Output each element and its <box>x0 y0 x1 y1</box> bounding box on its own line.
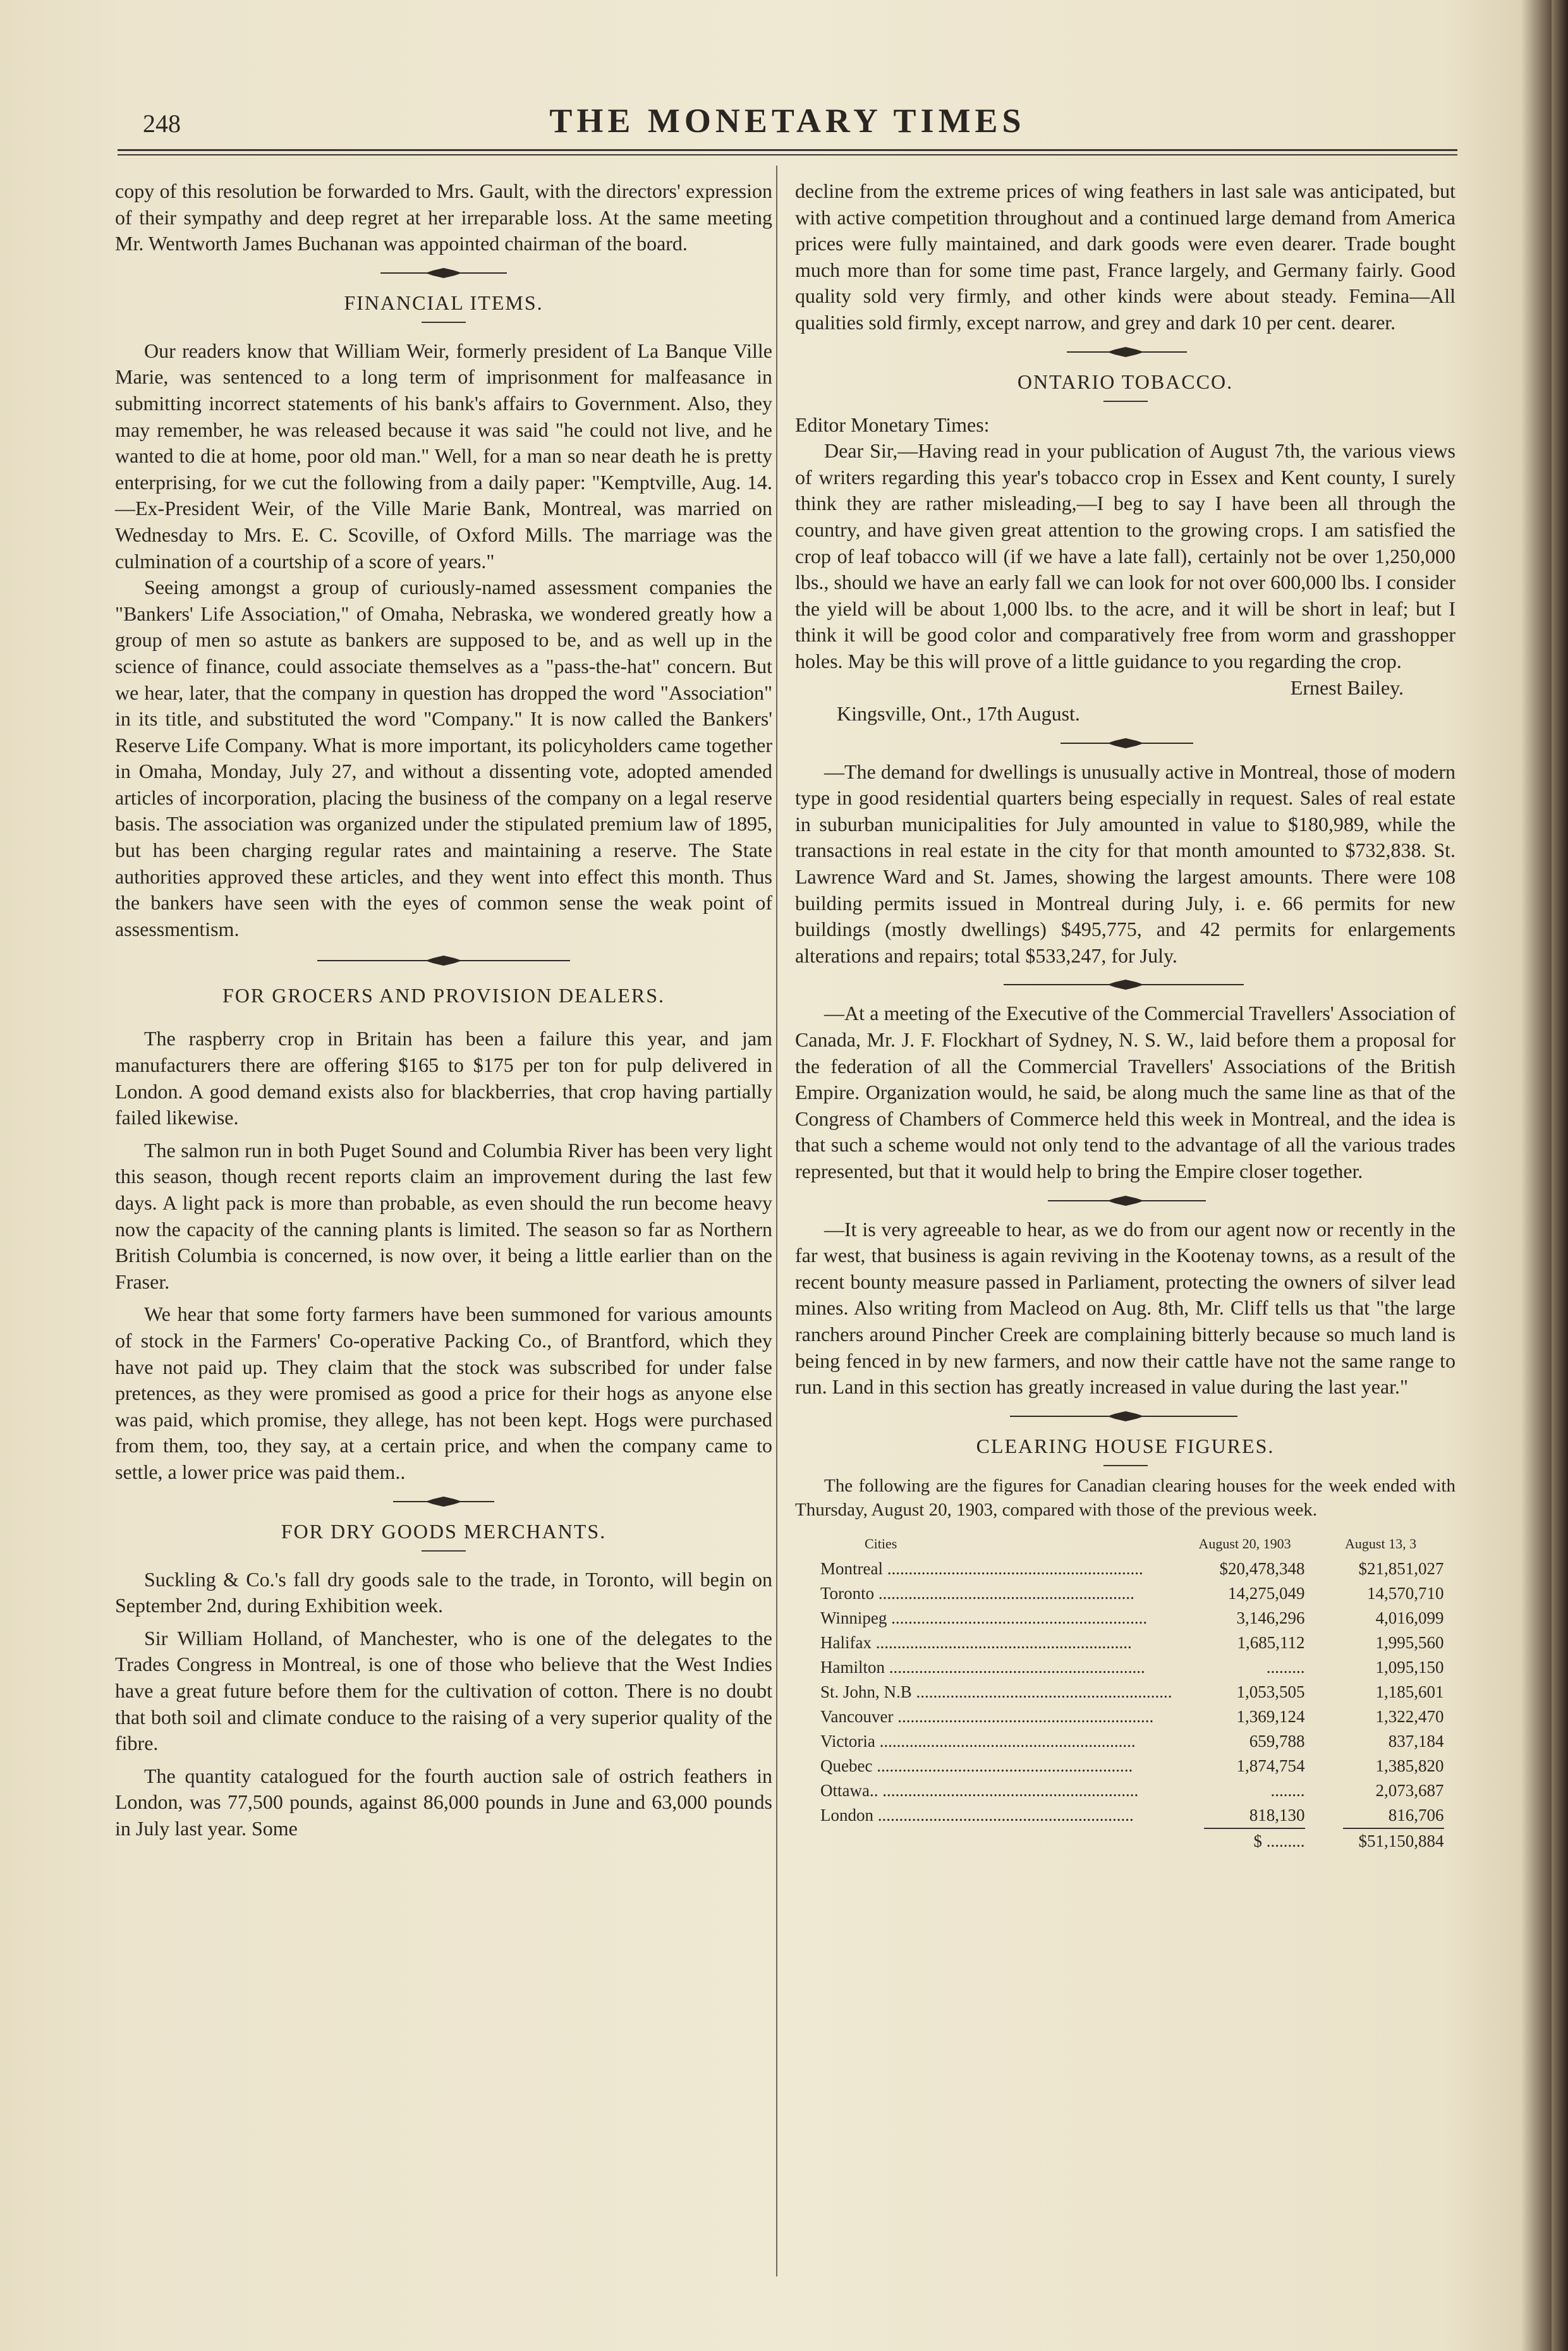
financial-paragraph-2: Seeing amongst a group of curiously-named assessment companies the "Bankers' Life Association," of Omaha, Nebraska, we wondered greatly how a group of men so astute as bankers are supposed to be, and as well up in the science of finance, could associate themselves as a "pass-the-hat" concern. But we hear, later, that the company in question has dropped the word "Association" in its title, and substituted the word "Company." It is now called the Bankers' Reserve Life Company. What is more important, its policyholders came together in Omaha, Monday, July 27, and without a dissenting vote, adopted amended articles of incorporation, placing the business of the company on a legal reserve basis. The association was organized under the stipulated premium law of 1895, but has been charging regular rates and maintaining a reserve. The State authorities approved these articles, and they went into effect this month. Thus the bankers have seen with the eyes of common sense the weak point of assessmentism. <box>115 576 772 940</box>
clearing-house-heading: CLEARING HOUSE FIGURES. <box>976 1434 1275 1457</box>
previous-week-value: 1,322,470 <box>1375 1706 1444 1726</box>
current-week-value: 1,685,112 <box>1237 1632 1305 1652</box>
letter-signature: Ernest Bailey. <box>1290 676 1404 699</box>
financial-paragraph-1: Our readers know that William Weir, formerly president of La Banque Ville Marie, was sentenced to a long term of imprisonment for malfeasance in submitting incorrect statements of his bank's affairs to Government. Also, they may remember, he was released because it was said "he could not live, and he wanted to die at home, poor old man." Well, for a man so near death he is pretty enterprising, for we cut the following from a daily paper: "Kemptville, Aug. 14.—Ex-President Weir, of the Ville Marie Bank, Montreal, was married on Wednesday to Mrs. E. C. Scoville, of Oxford Mills. The marriage was the culmination of a courtship of a score of years." <box>115 339 772 573</box>
previous-week-value: 4,016,099 <box>1375 1608 1444 1627</box>
kootenay-paragraph: —It is very agreeable to hear, as we do from our agent now or recently in the far west, that business is again reviving in the Kootenay towns, as a result of the recent bounty measure passed in Parliament, protecting the owners of silver lead mines. Also writing from Macleod on Aug. 8th, Mr. Cliff tells us that "the large ranchers around Pincher Creek are complaining bitterly because so much land is being fenced in by new farmers, and now their cattle have not the same range to run. Land in this section has greatly increased in value during the last year." <box>795 1217 1456 1399</box>
current-week-value: 14,275,049 <box>1228 1583 1305 1603</box>
column-divider <box>776 166 777 2276</box>
ornament-divider <box>795 343 1456 361</box>
current-week-value: 1,053,505 <box>1236 1682 1305 1701</box>
ornament-line <box>1004 984 1244 985</box>
ontario-tobacco-heading: ONTARIO TOBACCO. <box>1017 370 1234 393</box>
previous-week-value: 14,570,710 <box>1367 1583 1444 1603</box>
masthead: THE MONETARY TIMES <box>549 102 1026 140</box>
total-rule <box>1343 1828 1444 1829</box>
previous-week-value: 1,995,560 <box>1375 1632 1444 1652</box>
ornament-divider <box>115 264 772 282</box>
column-header-cities: Cities <box>865 1535 897 1552</box>
city-name: London ............................................................ <box>820 1805 1134 1825</box>
page-header <box>118 101 1457 152</box>
previous-week-value: $21,851,027 <box>1358 1558 1444 1578</box>
financial-items-heading: FINANCIAL ITEMS. <box>344 291 544 314</box>
current-week-value: 3,146,296 <box>1236 1608 1305 1627</box>
city-name: St. John, N.B ............................................................ <box>820 1682 1172 1701</box>
travellers-paragraph: —At a meeting of the Executive of the Commercial Travellers' Association of Canada, Mr. J. F. Flockhart of Sydney, N. S. W., laid before them a proposal for the federation of all the Commercial Travellers' Associations of the British Empire. Organization would, he said, be along much the same line as that of the Congress of Chambers of Commerce held this week in Montreal, and the idea is that such a scheme would not only tend to the advantage of all the various trades represented, but that it would help to bring the Empire closer together. <box>795 1002 1456 1182</box>
city-name: Hamilton ............................................................ <box>820 1657 1145 1677</box>
intro-paragraph: copy of this resolution be forwarded to Mrs. Gault, with the directors' expression of their sympathy and deep regret at her irreparable loss. At the same meeting Mr. Wentworth James Buchanan was appointed chairman of the board. <box>115 179 772 255</box>
table-row <box>820 1631 1444 1655</box>
city-name: Toronto ............................................................ <box>820 1583 1134 1603</box>
ornament-line <box>1067 351 1187 353</box>
ornament-divider <box>115 951 772 970</box>
total-rule <box>1204 1828 1305 1829</box>
city-name: Victoria ............................................................ <box>820 1731 1136 1751</box>
dry-goods-heading: FOR DRY GOODS MERCHANTS. <box>281 1519 607 1543</box>
previous-week-value: 1,095,150 <box>1375 1657 1444 1677</box>
clearing-intro: The following are the figures for Canadian clearing houses for the week ended with Thursday, August 20, 1903, compared with those of the previous week. <box>795 1475 1456 1520</box>
ornament-line <box>1010 1416 1237 1417</box>
binding-edge <box>1552 0 1568 2351</box>
table-row <box>820 1704 1444 1729</box>
table-row <box>820 1803 1444 1828</box>
table-row <box>820 1754 1444 1778</box>
header-rule <box>118 149 1457 155</box>
page-number: 248 <box>143 109 181 138</box>
column-header-previous-week: August 13, 3 <box>1345 1535 1417 1552</box>
table-row <box>820 1606 1444 1631</box>
current-week-value: $20,478,348 <box>1219 1558 1305 1578</box>
table-row <box>820 1729 1444 1754</box>
grocers-paragraph-3: We hear that some forty farmers have been summoned for various amounts of stock in the Farmers' Co-operative Packing Co., of Brantford, which they have not paid up. They claim that the stock was subscribed for under false pretences, as they were promised as good a price for their hogs as anyone else was paid, which promise, they allege, has not been kept. Hogs were purchased from them, too, they say, at a certain price, and when the company came to settle, a lower price was paid them.. <box>115 1303 772 1483</box>
city-name: Montreal ............................................................ <box>820 1558 1143 1578</box>
ornament-line <box>317 960 570 961</box>
right-column <box>795 178 1456 1854</box>
left-column <box>115 178 772 1842</box>
current-week-value: ......... <box>1266 1657 1305 1677</box>
heading-rule <box>422 1550 466 1552</box>
ornament-divider <box>115 1492 772 1511</box>
table-row <box>820 1581 1444 1606</box>
city-name: Quebec ............................................................ <box>820 1756 1133 1775</box>
grocers-paragraph-2: The salmon run in both Puget Sound and Columbia River has been very light this season, though recent reports claim an improvement during the last few days. A light pack is more than probable, as even should the run become heavy now the capacity of the canning plants is limited. The season so far as Northern British Columbia is concerned, is now over, it being a little earlier than on the Fraser. <box>115 1138 772 1293</box>
grocers-heading: FOR GROCERS AND PROVISION DEALERS. <box>222 984 665 1007</box>
city-name: Ottawa.. ............................................................ <box>820 1780 1139 1800</box>
table-row <box>820 1680 1444 1704</box>
letter-body: Dear Sir,—Having read in your publication of August 7th, the various views of writers regarding this year's tobacco crop in Essex and Kent county, I surely think they are rather misleading,—I beg to say I have been all through the country, and have given great attention to the growing crops. I am satisfied the crop of leaf tobacco will (if we have a late fall), certainly not be over 1,250,000 lbs., should we have an early fall we can look for not over 600,000 lbs. I consider the yield will be about 1,000 lbs. to the acre, and it will be short in leaf; but I think it will be good color and comparatively free from worm and grasshopper holes. May be this will prove of a little guidance to you regarding the crop. <box>795 439 1456 672</box>
current-week-value: 1,369,124 <box>1236 1706 1305 1726</box>
current-week-value: 818,130 <box>1249 1805 1305 1825</box>
total-current-week: $ ......... <box>1253 1831 1305 1850</box>
letter-dateline: Kingsville, Ont., 17th August. <box>837 702 1080 726</box>
previous-week-value: 1,185,601 <box>1375 1682 1444 1701</box>
city-name: Winnipeg ............................................................ <box>820 1608 1148 1627</box>
ornament-divider <box>795 975 1456 994</box>
city-name: Vancouver ............................................................ <box>820 1706 1154 1726</box>
ornament-divider <box>795 1191 1456 1210</box>
ornament-divider <box>795 1407 1456 1426</box>
dry-goods-paragraph-3: The quantity catalogued for the fourth auction sale of ostrich feathers in London, was 77,500 pounds, against 86,000 pounds in June and 63,000 pounds in July last year. Some <box>115 1764 772 1840</box>
total-previous-week: $51,150,884 <box>1358 1831 1444 1850</box>
ornament-line <box>1048 1200 1206 1201</box>
previous-week-value: 816,706 <box>1388 1805 1444 1825</box>
dwellings-paragraph: —The demand for dwellings is unusually active in Montreal, those of modern type in good residential quarters being especially in request. Sales of real estate in suburban municipalities for July amounted in value to $180,989, while the transactions in real estate in the city for that month amounted to $732,838. St. Lawrence Ward and St. James, showing the largest amounts. There were 108 building permits issued in Montreal during July, i. e. 66 permits for new buildings (mostly dwellings) $495,775, and 42 permits for enlargements alterations and repairs; total $533,247, for July. <box>795 760 1456 967</box>
previous-week-value: 2,073,687 <box>1375 1780 1444 1800</box>
column-header-current-week: August 20, 1903 <box>1198 1535 1291 1552</box>
heading-rule <box>1103 1465 1148 1466</box>
table-header-row <box>820 1531 1444 1557</box>
current-week-value: ........ <box>1270 1780 1305 1800</box>
dry-goods-paragraph-1: Suckling & Co.'s fall dry goods sale to the trade, in Toronto, will begin on September 2nd, during Exhibition week. <box>115 1567 772 1617</box>
table-row <box>820 1557 1444 1581</box>
feathers-paragraph: decline from the extreme prices of wing feathers in last sale was anticipated, but with active competition throughout and a continued large demand from America prices were fully maintained, and dark goods were even dearer. Trade bought much more than for some time past, France largely, and Germany fairly. Good quality sold very firmly, and other kinds were about steady. Femina—All qualities sold firmly, except narrow, and grey and dark 10 per cent. dearer. <box>795 179 1456 334</box>
grocers-paragraph-1: The raspberry crop in Britain has been a failure this year, and jam manufacturers there are offering $165 to $175 per ton for pulp delivered in London. A good demand exists also for blackberries, that crop having partially failed likewise. <box>115 1027 772 1129</box>
current-week-value: 1,874,754 <box>1236 1756 1305 1775</box>
heading-rule <box>1103 401 1148 402</box>
ornament-line <box>393 1501 494 1502</box>
table-total-row <box>820 1828 1444 1854</box>
letter-salutation: Editor Monetary Times: <box>795 413 990 436</box>
ornament-line <box>1061 743 1193 744</box>
heading-rule <box>422 322 466 323</box>
clearing-house-table <box>820 1531 1444 1854</box>
city-name: Halifax ............................................................ <box>820 1632 1132 1652</box>
table-row <box>820 1778 1444 1803</box>
ornament-line <box>380 272 507 274</box>
previous-week-value: 1,385,820 <box>1375 1756 1444 1775</box>
table-row <box>820 1655 1444 1680</box>
previous-week-value: 837,184 <box>1388 1731 1444 1751</box>
ornament-divider <box>795 734 1456 753</box>
dry-goods-paragraph-2: Sir William Holland, of Manchester, who is one of the delegates to the Trades Congress in Montreal, is one of those who believe that the West Indies have a great future before them for the cultivation of cotton. There is no doubt that both soil and climate conduce to the raising of a very superior quality of the fibre. <box>115 1626 772 1755</box>
current-week-value: 659,788 <box>1249 1731 1305 1751</box>
